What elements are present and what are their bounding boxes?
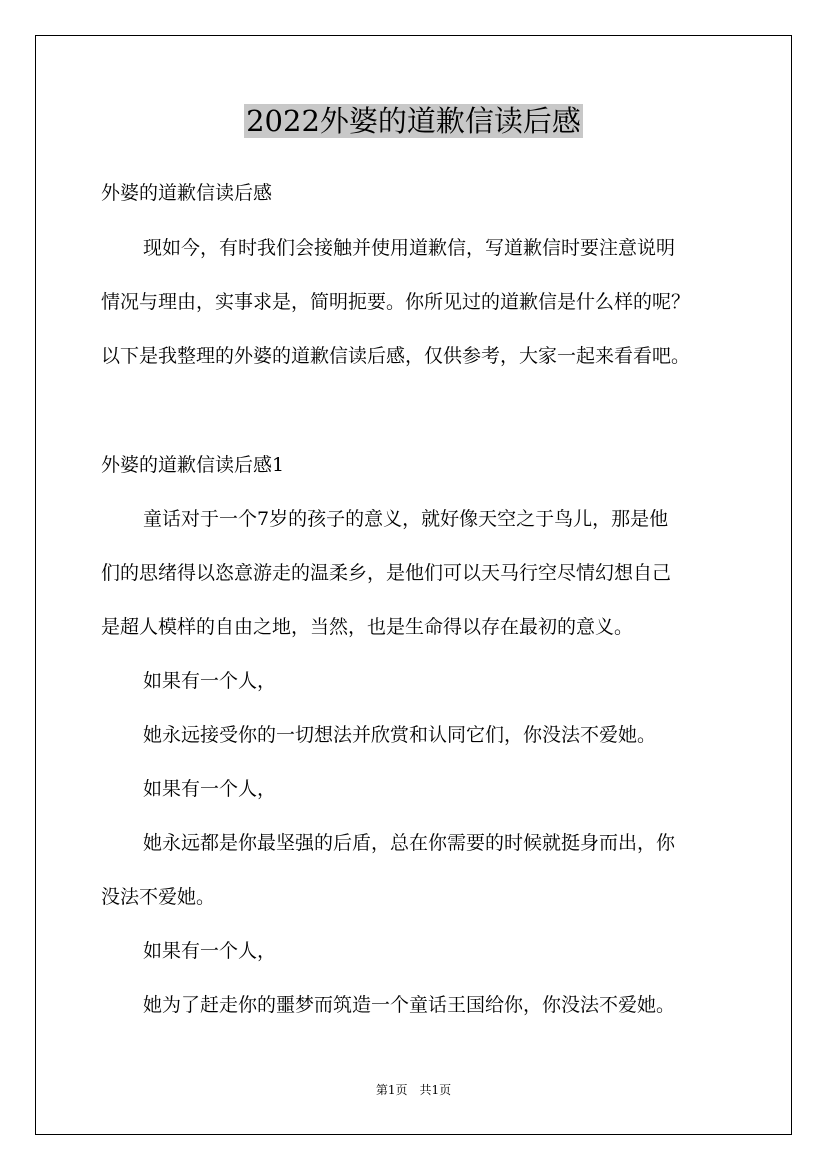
- body-paragraph-line: 她永远接受你的一切想法并欣赏和认同它们，你没法不爱她。: [143, 724, 657, 746]
- body-paragraph-line: 如果有一个人，: [143, 778, 277, 800]
- body-paragraph-line: 她为了赶走你的噩梦而筑造一个童话王国给你，你没法不爱她。: [143, 994, 676, 1016]
- body-paragraph-line: 如果有一个人，: [143, 670, 277, 692]
- document-title-text: 2022外婆的道歉信读后感: [246, 104, 581, 138]
- intro-paragraph-line: 以下是我整理的外婆的道歉信读后感，仅供参考，大家一起来看看吧。: [101, 345, 691, 367]
- intro-paragraph-line: 现如今，有时我们会接触并使用道歉信，写道歉信时要注意说明: [143, 237, 676, 259]
- page-number-footer: 第1页 共1页: [375, 1083, 452, 1097]
- section-heading: 外婆的道歉信读后感1: [101, 454, 285, 476]
- body-paragraph-line: 没法不爱她。: [101, 886, 216, 908]
- body-paragraph-line: 她永远都是你最坚强的后盾，总在你需要的时候就挺身而出，你: [143, 832, 676, 854]
- document-title: [0, 101, 827, 141]
- intro-heading: 外婆的道歉信读后感: [101, 182, 273, 204]
- intro-paragraph-line: 情况与理由，实事求是，简明扼要。你所见过的道歉信是什么样的呢？: [101, 291, 691, 313]
- body-paragraph-line: 如果有一个人，: [143, 940, 277, 962]
- body-paragraph-line: 是超人模样的自由之地，当然，也是生命得以存在最初的意义。: [101, 616, 634, 638]
- body-paragraph-line: 童话对于一个7岁的孩子的意义，就好像天空之于鸟儿，那是他: [143, 508, 669, 530]
- body-paragraph-line: 们的思绪得以恣意游走的温柔乡，是他们可以天马行空尽情幻想自己: [101, 562, 672, 584]
